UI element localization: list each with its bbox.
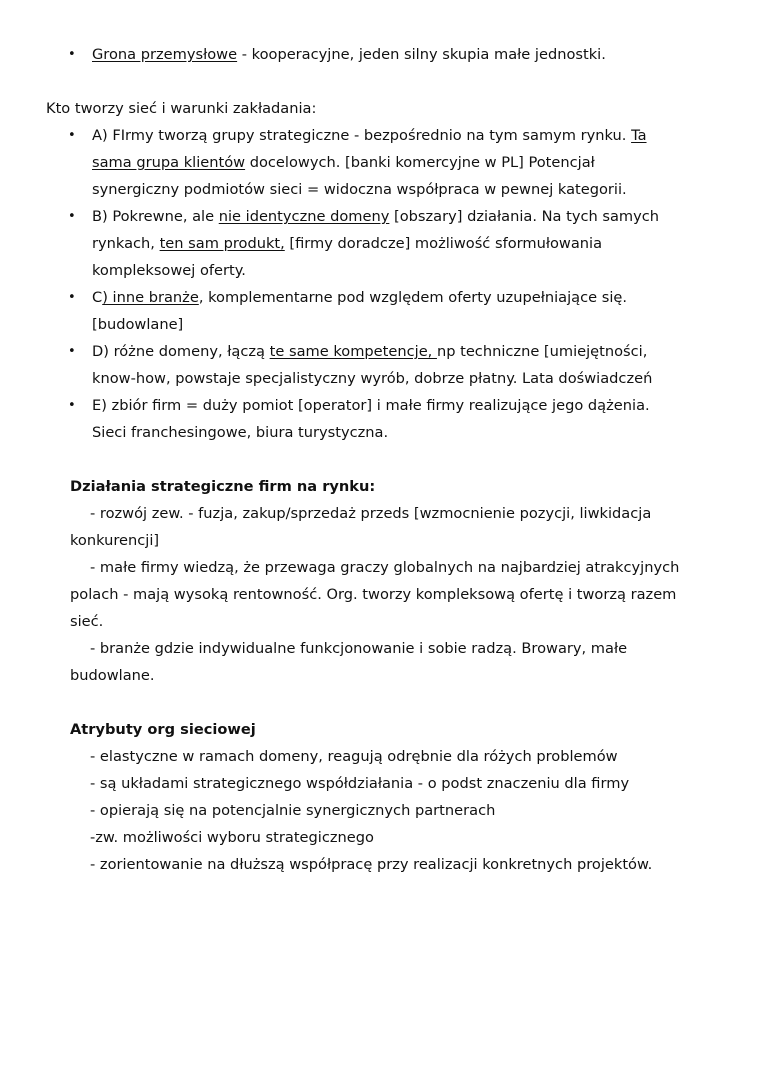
section-heading [0, 716, 760, 743]
bullet-item [0, 392, 760, 419]
section-heading [0, 473, 760, 500]
bullet-icon: • [68, 398, 76, 413]
document-page [0, 41, 760, 878]
bullet-item [0, 122, 760, 149]
underlined-text: sama grupa klientów [92, 154, 246, 171]
underlined-text: ) inne branże [102, 289, 199, 306]
bullet-item [0, 338, 760, 365]
text-segment: - zorientowanie na dłuższą współpracę przy realizacji konkretnych projektów. [90, 856, 653, 873]
text-segment: - kooperacyjne, jeden silny skupia małe jednostki. [237, 46, 606, 63]
text-segment: docelowych. [banki komercyjne w PL] Potencjał [245, 154, 595, 171]
underlined-text: Grona przemysłowe [92, 46, 238, 63]
text-segment: A) FIrmy tworzą grupy strategiczne - bezpośrednio na tym samym rynku. [92, 127, 632, 144]
text-line [0, 608, 760, 635]
underlined-text: te same kompetencje, [269, 343, 437, 360]
underlined-text: nie identyczne domeny [218, 208, 390, 225]
text-line [0, 311, 760, 338]
text-segment: - są układami strategicznego współdziałania - o podst znaczeniu dla firmy [90, 775, 630, 792]
text-line [0, 851, 760, 878]
text-segment: know-how, powstaje specjalistyczny wyrób, dobrze płatny. Lata doświadczeń [92, 370, 653, 387]
text-segment: B) Pokrewne, ale [92, 208, 219, 225]
text-segment: polach - mają wysoką rentowność. Org. tworzy kompleksową ofertę i tworzą razem [70, 586, 677, 603]
bullet-item [0, 203, 760, 230]
text-line [0, 824, 760, 851]
text-segment: rynkach, [92, 235, 160, 252]
text-segment: Kto tworzy sieć i warunki zakładania: [46, 100, 317, 117]
text-segment: konkurencji] [70, 532, 160, 549]
text-segment: sieć. [70, 613, 104, 630]
bullet-item [0, 284, 760, 311]
blank-line [0, 446, 760, 473]
text-line [0, 662, 760, 689]
text-segment: -zw. możliwości wyboru strategicznego [90, 829, 374, 846]
text-segment: [obszary] działania. Na tych samych [389, 208, 660, 225]
text-line [0, 500, 760, 527]
bullet-icon: • [68, 344, 76, 359]
text-segment: np techniczne [umiejętności, [436, 343, 648, 360]
text-line [0, 635, 760, 662]
text-segment: [budowlane] [92, 316, 184, 333]
bullet-icon: • [68, 209, 76, 224]
blank-line [0, 68, 760, 95]
text-line [0, 230, 760, 257]
text-segment: Działania strategiczne firm na rynku: [70, 478, 376, 495]
text-line [0, 797, 760, 824]
bullet-icon: • [68, 128, 76, 143]
text-segment: synergiczny podmiotów sieci = widoczna współpraca w pewnej kategorii. [92, 181, 627, 198]
text-line [0, 581, 760, 608]
text-segment: D) różne domeny, łączą [92, 343, 270, 360]
text-line [0, 770, 760, 797]
text-line [0, 554, 760, 581]
text-line [0, 419, 760, 446]
text-line [0, 149, 760, 176]
underlined-text: Ta [631, 127, 647, 144]
text-segment: - małe firmy wiedzą, że przewaga graczy globalnych na najbardziej atrakcyjnych [90, 559, 680, 576]
text-segment: Atrybuty org sieciowej [70, 721, 256, 738]
text-segment: kompleksowej oferty. [92, 262, 246, 279]
text-segment: Sieci franchesingowe, biura turystyczna. [92, 424, 389, 441]
text-segment: budowlane. [70, 667, 155, 684]
text-line [0, 176, 760, 203]
text-segment: [firmy doradcze] możliwość sformułowania [284, 235, 603, 252]
text-segment: - opierają się na potencjalnie synergicznych partnerach [90, 802, 496, 819]
text-segment: - rozwój zew. - fuzja, zakup/sprzedaż przeds [wzmocnienie pozycji, liwkidacja [90, 505, 652, 522]
text-line [0, 95, 760, 122]
text-line [0, 257, 760, 284]
text-line [0, 743, 760, 770]
text-line [0, 527, 760, 554]
text-segment: - elastyczne w ramach domeny, reagują odrębnie dla różych problemów [90, 748, 618, 765]
bullet-icon: • [68, 47, 76, 62]
text-segment: - branże gdzie indywidualne funkcjonowanie i sobie radzą. Browary, małe [90, 640, 628, 657]
text-line [0, 365, 760, 392]
bullet-item [0, 41, 760, 68]
underlined-text: ten sam produkt, [159, 235, 285, 252]
text-segment: , komplementarne pod względem oferty uzupełniające się. [198, 289, 628, 306]
blank-line [0, 689, 760, 716]
text-segment: E) zbiór firm = duży pomiot [operator] i małe firmy realizujące jego dążenia. [92, 397, 650, 414]
bullet-icon: • [68, 290, 76, 305]
text-segment: C [92, 289, 103, 306]
